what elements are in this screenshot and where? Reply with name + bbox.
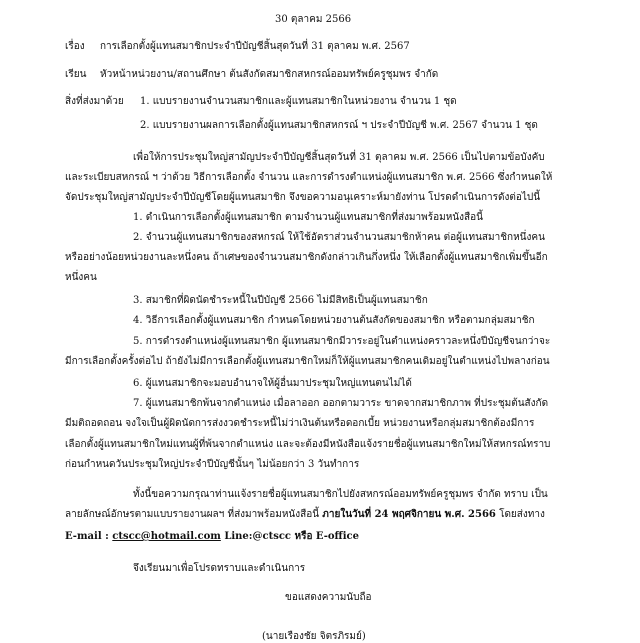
intro-line: จัดประชุมใหญ่สามัญประจำปีบัญชีโดยผู้แทนสมาชิก จึงขอความอนุเคราะห์มายังท่าน โปรดดำเนินการดังต่อไปนี้ [65,192,541,203]
contact-line [65,530,359,543]
letter-date: 30 ตุลาคม 2566 [275,14,352,25]
enclosures-label: สิ่งที่ส่งมาด้วย [65,96,124,107]
to-label: เรียน [65,69,87,80]
signoff-text: ขอแสดงความนับถือ [285,592,372,603]
point-6: 6. ผู้แทนสมาชิกจะมอบอำนาจให้ผู้อื่นมาประชุมใหญ่แทนตนไม่ได้ [133,378,412,389]
point-5: 5. การดำรงตำแหน่งผู้แทนสมาชิก ผู้แทนสมาชิกมีวาระอยู่ในตำแหน่งคราวละหนึ่งปีบัญชีจนกว่าจะ [133,336,551,347]
to-text: หัวหน้าหน่วยงาน/สถานศึกษา ต้นสังกัดสมาชิกสหกรณ์ออมทรัพย์ครูชุมพร จำกัด [100,69,439,80]
subject-text: การเลือกตั้งผู้แทนสมาชิกประจำปีบัญชีสิ้นสุดวันที่ 31 ตุลาคม พ.ศ. 2567 [100,41,410,52]
enclosure-item: 1. แบบรายงานจำนวนสมาชิกและผู้แทนสมาชิกในหน่วยงาน จำนวน 1 ชุด [140,96,457,107]
request-text: ลายลักษณ์อักษรตามแบบรายงานผลฯ ที่ส่งมาพร้อมหนังสือนี้ [65,509,323,520]
email-label: E-mail : [65,531,113,542]
point-4: 4. วิธีการเลือกตั้งผู้แทนสมาชิก กำหนดโดยหน่วยงานต้นสังกัดของสมาชิก หรือตามกลุ่มสมาชิก [133,315,535,326]
point-7-cont: มีมติถอดถอน จงใจเป็นผู้ผิดนัดการส่งงวดชำระหนี้ไม่ว่าเงินต้นหรือดอกเบี้ย หน่วยงานหรือกลุ่มสมาชิกต้องมีการ [65,418,535,429]
point-5-cont: มีการเลือกตั้งครั้งต่อไป ถ้ายังไม่มีการเลือกตั้งผู้แทนสมาชิกใหม่ก็ให้ผู้แทนสมาชิกคนเดิมอยู่ในตำแหน่งไปพลางก่อน [65,356,550,367]
deadline-text: ภายในวันที่ 24 พฤศจิกายน พ.ศ. 2566 [322,509,496,520]
point-2: 2. จำนวนผู้แทนสมาชิกของสหกรณ์ ให้ใช้อัตราส่วนจำนวนสมาชิกห้าคน ต่อผู้แทนสมาชิกหนึ่งคน [133,232,545,243]
subject-label: เรื่อง [65,41,85,52]
signature-name: (นายเรืองชัย จิตรภิรมย์) [262,631,366,642]
point-1: 1. ดำเนินการเลือกตั้งผู้แทนสมาชิก ตามจำนวนผู้แทนสมาชิกที่ส่งมาพร้อมหนังสือนี้ [133,212,483,223]
point-7-cont: เลือกตั้งผู้แทนสมาชิกใหม่แทนผู้ที่พ้นจากตำแหน่ง และจะต้องมีหนังสือแจ้งรายชื่อผู้แทนสมาชิกใหม่ให้สหกรณ์ทราบ [65,439,551,450]
point-2-cont: หรืออย่างน้อยหน่วยงานละหนึ่งคน ถ้าเศษของจำนวนสมาชิกดังกล่าวเกินกึ่งหนึ่ง ให้เลือกตั้งผู้แทนสมาชิกเพิ่มขึ้นอีก [65,252,548,263]
line-contact: Line:@ctscc หรือ E-office [220,531,360,542]
email-link[interactable]: ctscc@hotmail.com [112,531,221,542]
request-text: โดยส่งทาง [495,509,545,520]
point-7: 7. ผู้แทนสมาชิกพ้นจากตำแหน่ง เมื่อลาออก ออกตามวาระ ขาดจากสมาชิกภาพ ที่ประชุมต้นสังกัด [133,398,549,409]
request-line [65,508,545,521]
request-line: ทั้งนี้ขอความกรุณาท่านแจ้งรายชื่อผู้แทนสมาชิกไปยังสหกรณ์ออมทรัพย์ครูชุมพร จำกัด ทราบ เป็น [133,489,548,500]
enclosure-item: 2. แบบรายงานผลการเลือกตั้งผู้แทนสมาชิกสหกรณ์ ฯ ประจำปีบัญชี พ.ศ. 2567 จำนวน 1 ชุด [140,120,538,131]
point-2-cont: หนึ่งคน [65,272,97,283]
intro-line: และระเบียบสหกรณ์ ฯ ว่าด้วย วิธีการเลือกตั้ง จำนวน และการดำรงตำแหน่งผู้แทนสมาชิก พ.ศ. 2566 ซึ่งกำหนดให้ [65,172,553,183]
point-3: 3. สมาชิกที่ผิดนัดชำระหนี้ในปีบัญชี 2566 ไม่มีสิทธิเป็นผู้แทนสมาชิก [133,295,428,306]
closing-text: จึงเรียนมาเพื่อโปรดทราบและดำเนินการ [133,563,306,574]
intro-line: เพื่อให้การประชุมใหญ่สามัญประจำปีบัญชีสิ้นสุดวันที่ 31 ตุลาคม พ.ศ. 2566 เป็นไปตามข้อบังคับ [133,152,545,163]
point-7-cont: ก่อนกำหนดวันประชุมใหญ่ประจำปีบัญชีนั้นๆ ไม่น้อยกว่า 3 วันทำการ [65,459,360,470]
